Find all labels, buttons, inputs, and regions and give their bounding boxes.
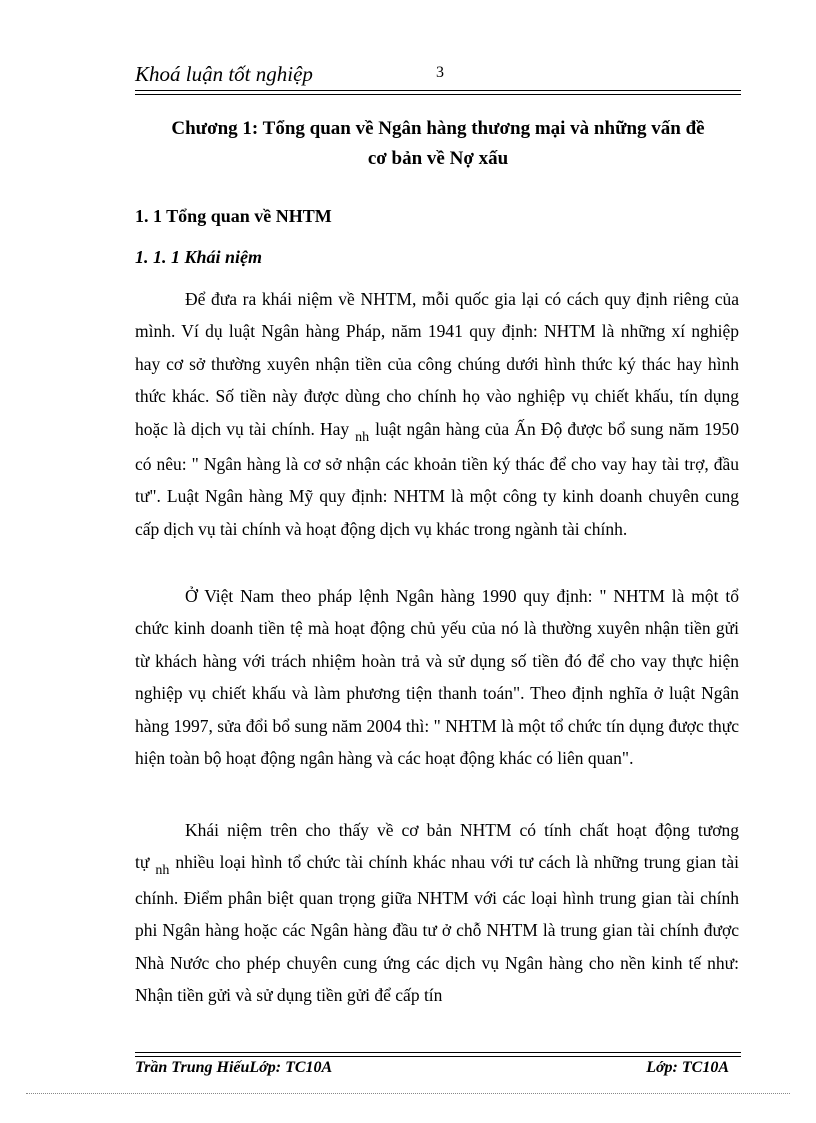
paragraph-2: Ở Việt Nam theo pháp lệnh Ngân hàng 1990 quy định: " NHTM là một tổ chức kinh doanh tiền tệ mà hoạt động chủ yếu của nó là thường xuyên nhận tiền gửi từ khách hàng với trách nhiệm hoàn trả và sử dụng số tiền đó để cho vay thực hiện nghiệp vụ chiết khấu và làm phương tiện thanh toán". Theo định nghĩa ở luật Ngân hàng 1997, sửa đổi bổ sung năm 2004 thì: " NHTM là một tổ chức tín dụng được thực hiện toàn bộ hoạt động ngân hàng và các hoạt động khác có liên quan". <box>135 586 739 769</box>
page-edge-divider <box>26 1093 790 1094</box>
header-divider <box>135 90 741 95</box>
footer-author: Trần Trung HiếuLớp: TC10A <box>135 1059 333 1076</box>
paragraph-1-part2: luật ngân hàng của Ấn Độ được bổ sung năm 1950 có nêu: " Ngân hàng là cơ sở nhận các khoản tiền ký thác để cho vay hay tài trợ, đầu tư". Luật Ngân hàng Mỹ quy định: NHTM là một công ty kinh doanh chuyên cung cấp dịch vụ tài chính và hoạt động dịch vụ khác trong ngành tài chính. <box>135 418 739 539</box>
chapter-title-line1: Chương 1: Tổng quan về Ngân hàng thương mại và những vấn đề <box>171 118 705 139</box>
chapter-title-line2: cơ bản về Nợ xấu <box>367 148 509 169</box>
section-heading: 1. 1 Tổng quan về NHTM <box>135 206 332 226</box>
paragraph-1-fragment: nh <box>355 429 370 445</box>
paragraph-3-part2: nhiều loại hình tổ chức tài chính khác nhau với tư cách là những trung gian tài chính. Điểm phân biệt quan trọng giữa NHTM với các loại hình trung gian tài chính phi Ngân hàng hoặc các Ngân hàng đầu tư ở chỗ NHTM là trung gian tài chính được Nhà Nước cho phép chuyên cung ứng các dịch vụ Ngân hàng cho nền kinh tế như: Nhận tiền gửi và sử dụng tiền gửi để cấp tín <box>135 852 739 1006</box>
paragraph-3-part1: Khái niệm trên cho thấy về cơ bản NHTM có tính chất hoạt động tương tự <box>135 820 739 873</box>
header-title: Khoá luận tốt nghiệp <box>135 62 313 86</box>
chapter-title <box>135 114 741 174</box>
paragraph-3-fragment: nh <box>155 863 170 879</box>
page-number: 3 <box>436 64 444 81</box>
footer-divider <box>135 1052 741 1057</box>
subsection-heading: 1. 1. 1 Khái niệm <box>135 247 263 267</box>
footer-class: Lớp: TC10A <box>646 1059 729 1076</box>
paragraph-1-part1: Để đưa ra khái niệm về NHTM, mỗi quốc gia lại có cách quy định riêng của mình. Ví dụ luật Ngân hàng Pháp, năm 1941 quy định: NHTM là những xí nghiệp hay cơ sở thường xuyên nhận tiền của công chúng dưới hình thức ký thác hay hình thức khác. Số tiền này được dùng cho chính họ vào nghiệp vụ chiết khấu, tín dụng hoặc là dịch vụ tài chính. Hay <box>135 289 739 439</box>
paragraph-3 <box>135 814 739 1011</box>
paragraph-1 <box>135 283 739 545</box>
